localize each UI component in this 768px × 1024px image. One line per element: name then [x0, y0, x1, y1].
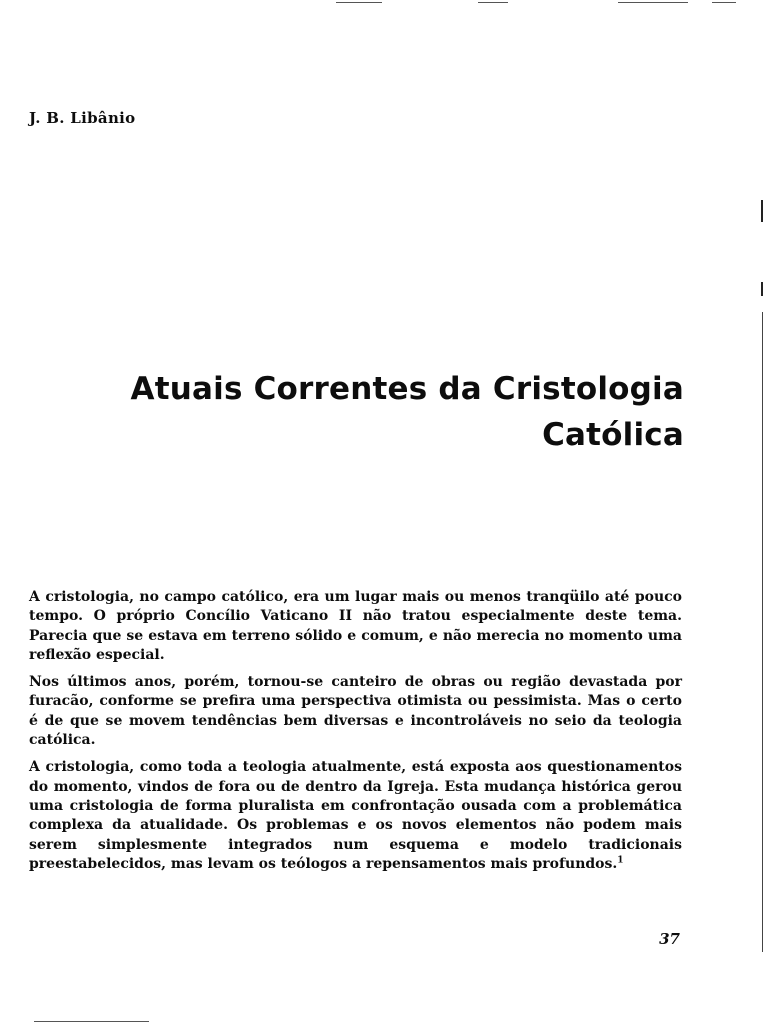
scan-artifact-top-2 — [478, 2, 508, 3]
scan-artifact-edge-3 — [762, 312, 763, 952]
article-body — [29, 588, 682, 882]
article-title-line-1: Atuais Correntes da Cristologia — [130, 371, 684, 407]
article-title — [80, 366, 684, 458]
paragraph-3 — [29, 758, 682, 874]
scan-artifact-edge-2 — [761, 282, 763, 296]
article-title-line-2: Católica — [542, 417, 684, 453]
scan-artifact-edge-1 — [761, 200, 763, 222]
paragraph-3-text: A cristologia, como toda a teologia atualmente, está exposta aos questionamentos do momento, vindos de fora ou de dentro da Igreja. Esta mudança histórica gerou uma cristologia de forma pluralista em confrontação ousada com a problemática complexa da atualidade. Os problemas e os novos elementos não podem mais serem simplesmente integrados num esquema e modelo tradicionais preestabelecidos, mas levam os teólogos a repensamentos mais profundos. — [29, 759, 682, 872]
scan-artifact-top-1 — [336, 2, 382, 3]
paragraph-1: A cristologia, no campo católico, era um lugar mais ou menos tranqüilo até pouco tempo. O próprio Concílio Vaticano II não tratou especialmente deste tema. Parecia que se estava em terreno sólido e comum, e não merecia no momento uma reflexão especial. — [29, 589, 682, 663]
author-name: J. B. Libânio — [29, 109, 136, 127]
scan-artifact-bottom-1 — [34, 1021, 149, 1022]
scan-artifact-top-3 — [618, 2, 688, 3]
page-number: 37 — [659, 930, 680, 948]
paragraph-2: Nos últimos anos, porém, tornou-se canteiro de obras ou região devastada por furacão, conforme se prefira uma perspectiva otimista ou pessimista. Mas o certo é de que se movem tendências bem diversas e incontroláveis no seio da teologia católica. — [29, 674, 682, 749]
scan-artifact-top-4 — [712, 2, 736, 3]
footnote-marker[interactable]: 1 — [617, 855, 624, 866]
